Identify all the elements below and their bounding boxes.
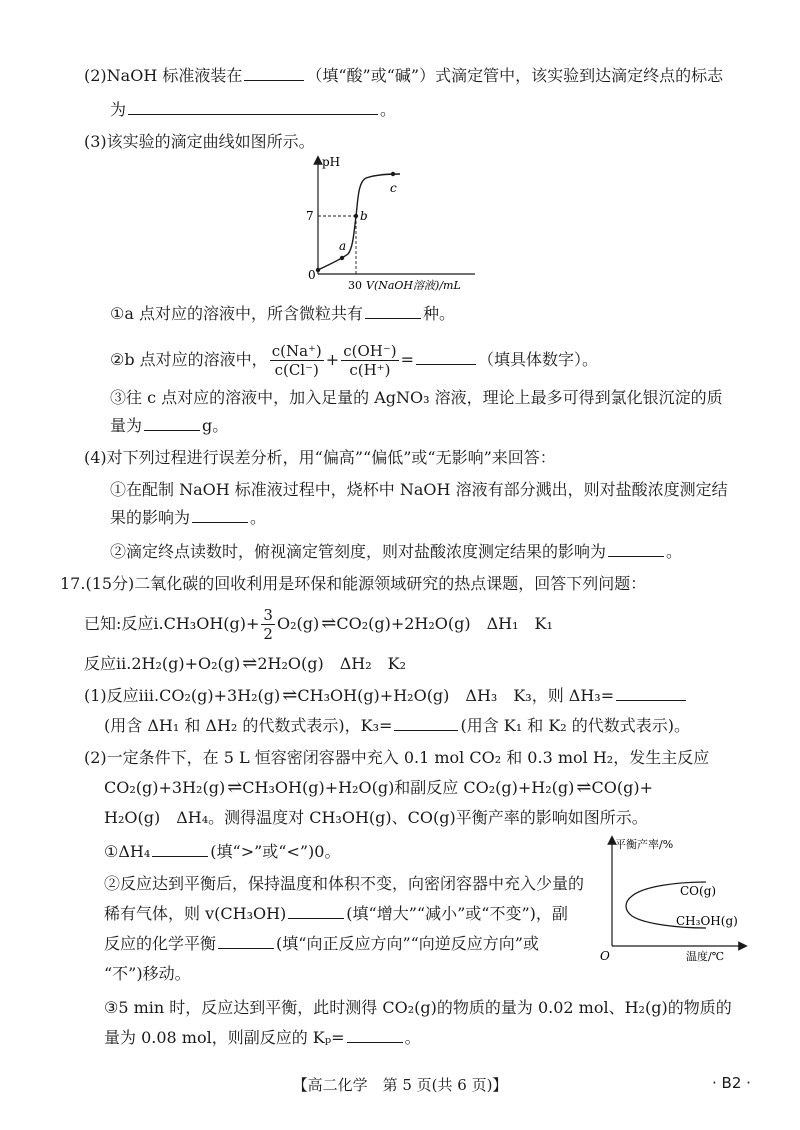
text: 量为 0.08 mol，则副反应的 Kₚ= bbox=[104, 1028, 345, 1047]
fraction-3-2 bbox=[261, 606, 275, 643]
point-b bbox=[354, 214, 358, 218]
answer-blank[interactable] bbox=[152, 840, 208, 857]
fraction-na-cl bbox=[270, 342, 324, 379]
q16-part3-sub2 bbox=[110, 340, 598, 380]
q17-part2-sub2-line1 bbox=[104, 872, 584, 896]
answer-blank[interactable] bbox=[616, 684, 686, 701]
q16-part3 bbox=[84, 130, 315, 154]
text: O₂(g) bbox=[276, 614, 320, 633]
text: （填具体数字）。 bbox=[478, 350, 599, 369]
point-b-label: b bbox=[360, 209, 368, 223]
equilibrium-arrow: ⇌ bbox=[282, 685, 296, 706]
answer-blank[interactable] bbox=[608, 540, 664, 557]
text: (填“向正反应方向”“向逆反应方向”或 bbox=[276, 934, 539, 953]
point-c-label: c bbox=[390, 181, 397, 195]
denominator: c(Cl⁻) bbox=[274, 361, 319, 379]
q16-part4-sub1-line2 bbox=[110, 506, 266, 530]
text: H₂O(g) ΔH₄。测得温度对 CH₃OH(g)、CO(g)平衡产率的影响如图所示。 bbox=[104, 808, 648, 827]
q16-part3-sub3-line2 bbox=[110, 414, 228, 438]
y-axis-label: 平衡产率/% bbox=[615, 838, 674, 851]
q16-part3-sub1 bbox=[110, 302, 455, 326]
q16-part4 bbox=[84, 446, 556, 470]
text: (2)NaOH 标准液装在 bbox=[84, 66, 243, 85]
text: CO₂(g)+2H₂O(g) ΔH₁ K₁ bbox=[336, 614, 553, 633]
q17-part2-sub2-line4 bbox=[104, 962, 191, 986]
text: ②反应达到平衡后，保持温度和体积不变，向密闭容器中充入少量的 bbox=[104, 874, 585, 893]
answer-blank[interactable] bbox=[416, 348, 476, 365]
titration-curve-chart bbox=[300, 152, 500, 292]
answer-blank[interactable] bbox=[128, 98, 378, 115]
numerator: 3 bbox=[263, 606, 273, 624]
answer-blank[interactable] bbox=[192, 506, 248, 523]
q16-part3-sub3-line1 bbox=[110, 386, 723, 410]
text: 17.(15分)二氧化碳的回收利用是环保和能源领域研究的热点课题，回答下列问题： bbox=[60, 574, 647, 593]
text: g。 bbox=[202, 416, 229, 435]
text: ③往 c 点对应的溶液中，加入足量的 AgNO₃ 溶液，理论上最多可得到氯化银沉淀的质 bbox=[110, 388, 723, 407]
numerator: c(OH⁻) bbox=[343, 342, 397, 360]
q17-reaction-2 bbox=[84, 652, 406, 676]
text: ①在配制 NaOH 标准液过程中，烧杯中 NaOH 溶液有部分溅出，则对盐酸浓度测定结 bbox=[110, 480, 728, 499]
denominator: c(H⁺) bbox=[349, 361, 391, 379]
equilibrium-arrow: ⇌ bbox=[242, 653, 256, 674]
text: 。 bbox=[380, 100, 397, 119]
text: ①ΔH₄ bbox=[104, 842, 151, 861]
text: ①a 点对应的溶液中，所含微粒共有 bbox=[110, 304, 363, 323]
q17-part2-sub1 bbox=[104, 840, 340, 864]
text: ③5 min 时，反应达到平衡，此时测得 CO₂(g)的物质的量为 0.02 mol、H₂(g)的物质的 bbox=[104, 998, 732, 1017]
point-a bbox=[340, 256, 344, 260]
equilibrium-arrow: ⇌ bbox=[576, 777, 590, 798]
y-tick-7: 7 bbox=[306, 209, 314, 223]
text: 2H₂O(g) ΔH₂ K₂ bbox=[257, 654, 407, 673]
fraction-oh-h bbox=[341, 342, 398, 379]
text: (1)反应ⅲ.CO₂(g)+3H₂(g) bbox=[84, 686, 281, 705]
q17-part2-line1 bbox=[84, 746, 709, 770]
q17-header bbox=[60, 572, 646, 596]
answer-blank[interactable] bbox=[365, 302, 421, 319]
series-ch3oh-label: CH₃OH(g) bbox=[676, 914, 738, 928]
q17-part1-line1 bbox=[84, 684, 688, 708]
q17-part2-sub3-line2 bbox=[104, 1026, 421, 1050]
text: (用含 K₁ 和 K₂ 的代数式表示)。 bbox=[460, 716, 691, 735]
denominator: 2 bbox=[263, 625, 273, 643]
text: (2)一定条件下，在 5 L 恒容密闭容器中充入 0.1 mol CO₂ 和 0.3 mol H₂，发生主反应 bbox=[84, 748, 710, 767]
text: 。 bbox=[404, 1028, 421, 1047]
text: 稀有气体，则 v(CH₃OH) bbox=[104, 904, 287, 923]
answer-blank[interactable] bbox=[288, 902, 344, 919]
point-c bbox=[391, 172, 395, 176]
x-axis-label: 温度/℃ bbox=[686, 950, 725, 963]
text: (3)该实验的滴定曲线如图所示。 bbox=[84, 132, 315, 151]
text: ②b 点对应的溶液中， bbox=[110, 350, 268, 369]
text: (4)对下列过程进行误差分析，用“偏高”“偏低”或“无影响”来回答： bbox=[84, 448, 556, 467]
q17-part2-sub2-line3 bbox=[104, 932, 539, 956]
origin-label: O bbox=[600, 949, 610, 963]
answer-blank[interactable] bbox=[144, 414, 200, 431]
q17-part2-line2 bbox=[104, 776, 653, 800]
text: (填“>”或“<”)0。 bbox=[210, 842, 341, 861]
x-tick-30: 30 bbox=[348, 279, 362, 292]
origin-label: 0 bbox=[308, 268, 316, 282]
q17-part1-line2 bbox=[104, 714, 690, 738]
q16-part4-sub2 bbox=[110, 540, 682, 564]
text: （填“酸”或“碱”）式滴定管中，该实验到达滴定终点的标志 bbox=[306, 66, 724, 85]
text: 为 bbox=[110, 100, 127, 119]
q16-part2-line1 bbox=[84, 64, 723, 88]
q17-part2-sub2-line2 bbox=[104, 902, 568, 926]
text: CH₃OH(g)+H₂O(g) ΔH₃ K₃，则 ΔH₃= bbox=[297, 686, 615, 705]
text: “不”)移动。 bbox=[104, 964, 191, 983]
equilibrium-arrow: ⇌ bbox=[321, 613, 335, 634]
text: ②滴定终点读数时，俯视滴定管刻度，则对盐酸浓度测定结果的影响为 bbox=[110, 542, 607, 561]
text: 量为 bbox=[110, 416, 143, 435]
y-axis-label: pH bbox=[322, 155, 341, 169]
titration-curve bbox=[318, 174, 400, 270]
answer-blank[interactable] bbox=[347, 1026, 403, 1043]
text: 。 bbox=[666, 542, 683, 561]
text: 果的影响为 bbox=[110, 508, 191, 527]
point-a-label: a bbox=[339, 239, 347, 253]
q17-reaction-1 bbox=[84, 604, 553, 644]
answer-blank[interactable] bbox=[394, 714, 458, 731]
plus-sign: + bbox=[325, 350, 340, 369]
text: 已知:反应ⅰ.CH₃OH(g)+ bbox=[84, 614, 260, 633]
page-footer: 【高二化学 第 5 页(共 6 页)】 bbox=[292, 1076, 508, 1094]
q16-part4-sub1-line1 bbox=[110, 478, 728, 502]
q17-part2-sub3-line1 bbox=[104, 996, 732, 1020]
x-axis-label: V(NaOH溶液)/mL bbox=[366, 279, 461, 292]
text: 反应的化学平衡 bbox=[104, 934, 217, 953]
text: CO(g)+ bbox=[591, 778, 653, 797]
q17-part2-line3 bbox=[104, 806, 648, 830]
text: CO₂(g)+3H₂(g) bbox=[104, 778, 226, 797]
text: 种。 bbox=[422, 304, 455, 323]
text: (填“增大”“减小”或“不变”)，副 bbox=[346, 904, 568, 923]
q16-part2-line2 bbox=[110, 98, 396, 122]
equilibrium-arrow: ⇌ bbox=[227, 777, 241, 798]
text: CH₃OH(g)+H₂O(g)和副反应 CO₂(g)+H₂(g) bbox=[242, 778, 575, 797]
start-point bbox=[316, 268, 320, 272]
equals-sign: = bbox=[400, 350, 414, 369]
series-co-label: CO(g) bbox=[680, 884, 717, 898]
answer-blank[interactable] bbox=[218, 932, 274, 949]
paper-code: · B2 · bbox=[712, 1074, 751, 1092]
answer-blank[interactable] bbox=[244, 64, 304, 81]
yield-temperature-chart bbox=[598, 834, 748, 968]
text: (用含 ΔH₁ 和 ΔH₂ 的代数式表示)，K₃= bbox=[104, 716, 393, 735]
numerator: c(Na⁺) bbox=[271, 342, 322, 360]
text: 反应ⅱ.2H₂(g)+O₂(g) bbox=[84, 654, 241, 673]
text: 。 bbox=[250, 508, 267, 527]
